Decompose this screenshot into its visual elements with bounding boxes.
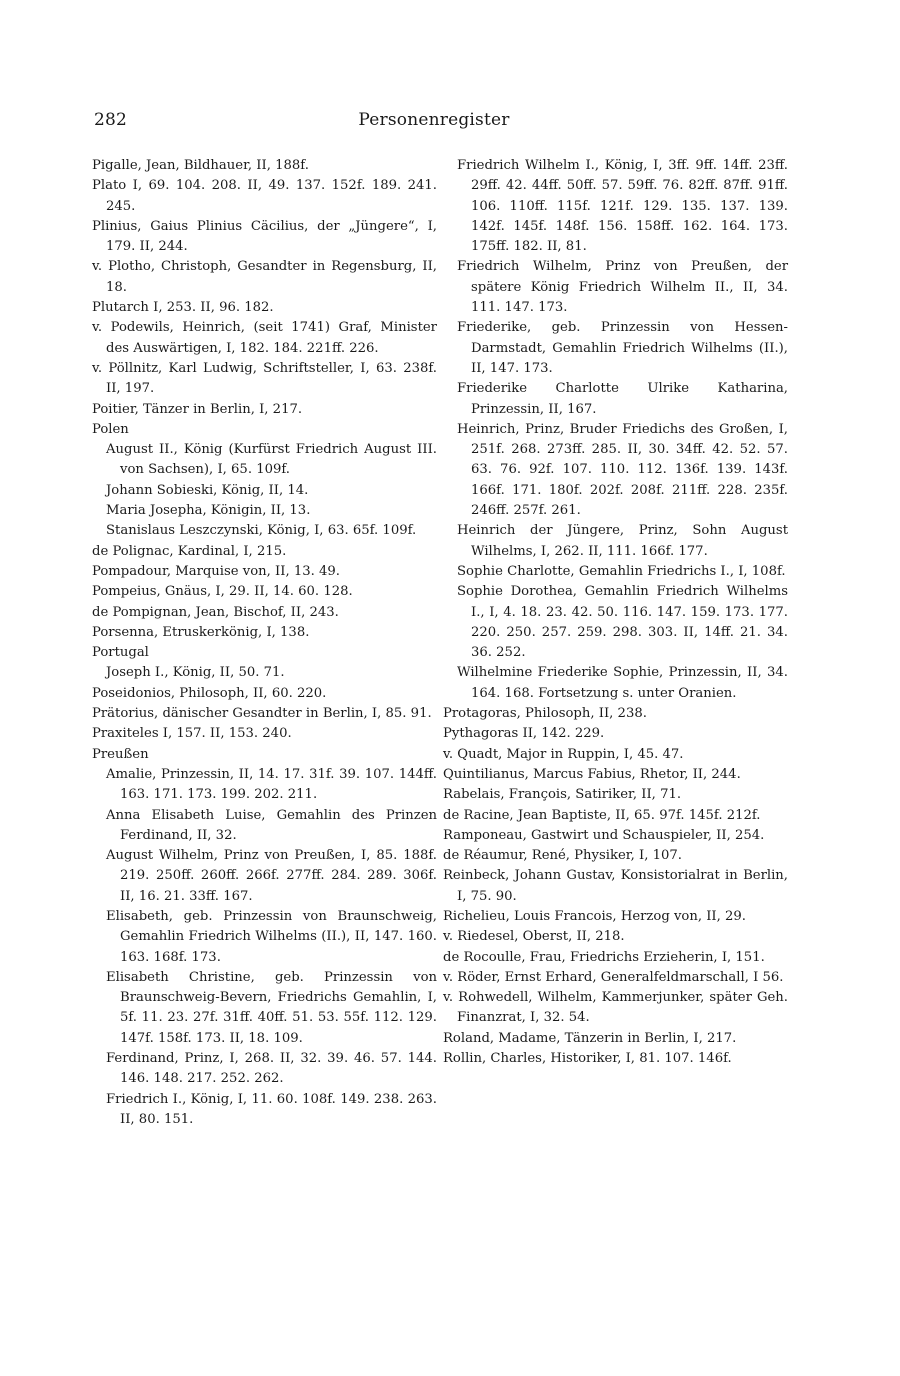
index-entry: Pythagoras II, 142. 229.: [443, 726, 605, 742]
index-entry: Pigalle, Jean, Bildhauer, II, 188f.: [92, 158, 309, 173]
index-entry: de Pompignan, Jean, Bischof, II, 243.: [92, 604, 339, 620]
index-entry: Prätorius, dänischer Gesandter in Berlin, I, 85. 91.: [92, 706, 432, 722]
index-entry: Plutarch I, 253. II, 96. 182.: [92, 300, 274, 316]
index-entry: v. Riedesel, Oberst, II, 218.: [443, 929, 625, 945]
index-subentry: August Wilhelm, Prinz von Preußen, I, 85. 188f. 219. 250ff. 260ff. 266f. 277ff. 284. 289. 306f. II, 16. 21. 33ff. 167.: [106, 848, 437, 904]
index-subentry: Elisabeth, geb. Prinzessin von Braunschweig, Gemahlin Friedrich Wilhelms (II.), II, 147. 160. 163. 168f. 173.: [106, 908, 437, 965]
index-subentry: Friederike, geb. Prinzessin von Hessen-Darmstadt, Gemahlin Friedrich Wilhelms (II.), II, 147. 173.: [457, 320, 788, 376]
index-subentry: Friedrich Wilhelm I., König, I, 3ff. 9ff. 14ff. 23ff. 29ff. 42. 44ff. 50ff. 57. 59ff. 76. 82ff. 87ff. 91ff. 106. 110ff. 115f. 121f. 129. 135. 137. 139. 142f. 145f. 148f. 156. 158ff. 162. 164. 173. 175ff. 182. II, 81.: [457, 158, 788, 255]
index-entry: v. Plotho, Christoph, Gesandter in Regensburg, II, 18.: [92, 259, 437, 295]
index-subentry: Sophie Dorothea, Gemahlin Friedrich Wilhelms I., I, 4. 18. 23. 42. 50. 116. 147. 159. 173. 177. 220. 250. 257. 259. 298. 303. II, 14ff. 21. 34. 36. 252.: [457, 584, 788, 661]
index-entry: de Polignac, Kardinal, I, 215.: [92, 543, 287, 559]
index-entry: Praxiteles I, 157. II, 153. 240.: [92, 726, 292, 742]
index-entry: Preußen: [92, 746, 149, 762]
index-entry: Portugal: [92, 645, 149, 661]
index-entry: de Réaumur, René, Physiker, I, 107.: [443, 848, 682, 864]
index-column-right: [443, 156, 788, 1069]
index-entry: Reinbeck, Johann Gustav, Konsistorialrat in Berlin, I, 75. 90.: [443, 868, 788, 904]
index-entry: Pompadour, Marquise von, II, 13. 49.: [92, 563, 340, 579]
index-subentry: Stanislaus Leszczynski, König, I, 63. 65f. 109f.: [106, 523, 417, 539]
index-column-left: [92, 156, 437, 1130]
index-entry: v. Röder, Ernst Erhard, Generalfeldmarschall, I 56.: [443, 969, 784, 985]
index-subentry: Friedrich Wilhelm, Prinz von Preußen, der spätere König Friedrich Wilhelm II., II, 34. 111. 147. 173.: [457, 259, 788, 316]
index-subentry: Sophie Charlotte, Gemahlin Friedrichs I., I, 108f.: [457, 563, 786, 579]
index-entry: v. Rohwedell, Wilhelm, Kammerjunker, später Geh. Finanzrat, I, 32. 54.: [443, 990, 788, 1026]
index-subentry: Johann Sobieski, König, II, 14.: [106, 482, 309, 498]
index-entry: de Racine, Jean Baptiste, II, 65. 97f. 145f. 212f.: [443, 807, 761, 823]
index-subentry: Maria Josepha, Königin, II, 13.: [106, 503, 311, 519]
index-subentry: Friederike Charlotte Ulrike Katharina, Prinzessin, II, 167.: [457, 381, 788, 417]
index-subentry: Wilhelmine Friederike Sophie, Prinzessin, II, 34. 164. 168. Fortsetzung s. unter Oranien.: [457, 665, 788, 701]
index-entry: Plinius, Gaius Plinius Cäcilius, der „Jüngere“, I, 179. II, 244.: [92, 218, 437, 255]
index-subentry: August II., König (Kurfürst Friedrich August III. von Sachsen), I, 65. 109f.: [106, 442, 437, 478]
index-subentry: Joseph I., König, II, 50. 71.: [106, 665, 285, 681]
index-subentry: Anna Elisabeth Luise, Gemahlin des Prinzen Ferdinand, II, 32.: [106, 807, 437, 843]
index-entry: Ramponeau, Gastwirt und Schauspieler, II, 254.: [443, 827, 765, 843]
index-entry: Poseidonios, Philosoph, II, 60. 220.: [92, 685, 327, 701]
index-entry: Quintilianus, Marcus Fabius, Rhetor, II, 244.: [443, 766, 741, 782]
index-subentry: Friedrich I., König, I, 11. 60. 108f. 149. 238. 263. II, 80. 151.: [106, 1091, 437, 1127]
index-subentry: Amalie, Prinzessin, II, 14. 17. 31f. 39. 107. 144ff. 163. 171. 173. 199. 202. 211.: [106, 766, 437, 803]
index-entry: Rollin, Charles, Historiker, I, 81. 107. 146f.: [443, 1051, 732, 1067]
index-entry: Rabelais, François, Satiriker, II, 71.: [443, 787, 682, 803]
index-entry: Porsenna, Etruskerkönig, I, 138.: [92, 624, 310, 640]
index-subentry: Ferdinand, Prinz, I, 268. II, 32. 39. 46. 57. 144. 146. 148. 217. 252. 262.: [106, 1051, 437, 1087]
index-entry: v. Podewils, Heinrich, (seit 1741) Graf, Minister des Auswärtigen, I, 182. 184. 221ff. 226.: [92, 320, 437, 356]
index-entry: v. Quadt, Major in Ruppin, I, 45. 47.: [443, 746, 684, 762]
index-entry: Plato I, 69. 104. 208. II, 49. 137. 152f. 189. 241. 245.: [92, 178, 437, 214]
index-subentry: Heinrich der Jüngere, Prinz, Sohn August Wilhelms, I, 262. II, 111. 166f. 177.: [457, 523, 788, 559]
running-title: Personenregister: [358, 110, 510, 130]
index-entry: Richelieu, Louis Francois, Herzog von, II, 29.: [443, 908, 746, 924]
index-entry: Pompeius, Gnäus, I, 29. II, 14. 60. 128.: [92, 584, 353, 600]
index-subentry: Heinrich, Prinz, Bruder Friedichs des Großen, I, 251f. 268. 273ff. 285. II, 30. 34ff. 42. 52. 57. 63. 76. 92f. 107. 110. 112. 136f. 139. 143f. 166f. 171. 180f. 202f. 208f. 211ff. 228. 235f. 246ff. 257f. 261.: [457, 421, 788, 519]
page-number: 282: [94, 110, 128, 130]
index-entry: v. Pöllnitz, Karl Ludwig, Schriftsteller, I, 63. 238f. II, 197.: [92, 360, 437, 397]
index-entry: Protagoras, Philosoph, II, 238.: [443, 706, 647, 722]
index-entry: Roland, Madame, Tänzerin in Berlin, I, 217.: [443, 1030, 737, 1046]
index-entry: de Rocoulle, Frau, Friedrichs Erzieherin, I, 151.: [443, 949, 765, 965]
index-subentry: Elisabeth Christine, geb. Prinzessin von Braunschweig-Bevern, Friedrichs Gemahlin, I, 5f. 11. 23. 27f. 31ff. 40ff. 51. 53. 55f. 112. 129. 147f. 158f. 173. II, 18. 109.: [106, 969, 437, 1046]
index-entry: Polen: [92, 421, 129, 437]
index-entry: Poitier, Tänzer in Berlin, I, 217.: [92, 401, 303, 417]
